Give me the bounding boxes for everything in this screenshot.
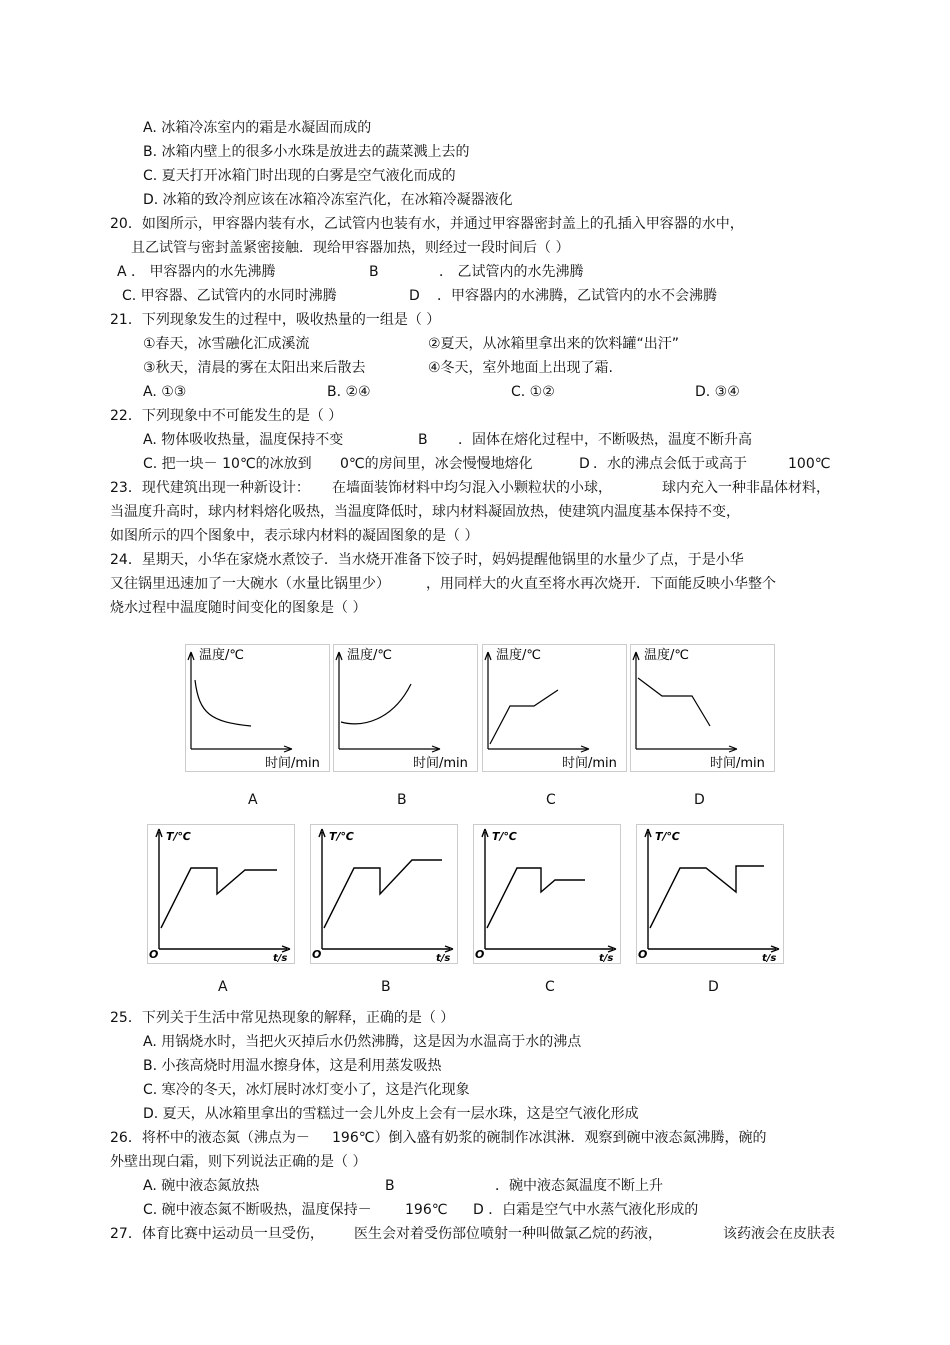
q21-option-a: A. ①③ (143, 384, 187, 400)
q22-option-b: ．固体在熔化过程中，不断吸热，温度不断升高 (458, 432, 752, 448)
graph2-c-ylabel: T/℃ (492, 830, 517, 843)
q27-line1-part3: 该药液会在皮肤表 (723, 1226, 835, 1242)
q21-option-c: C. ①② (511, 384, 555, 400)
q20-stem-line1: 20．如图所示，甲容器内装有水，乙试管内也装有水，并通过甲容器密封盖上的孔插入甲容器的水中， (110, 216, 744, 232)
q23-line2: 当温度升高时，球内材料熔化吸热，当温度降低时，球内材料凝固放热，使建筑内温度基本保持不变， (110, 504, 740, 520)
q19-option-c: C. 夏天打开冰箱门时出现的白雾是空气液化而成的 (143, 168, 456, 184)
q20-option-b: ． 乙试管内的水先沸腾 (439, 264, 584, 280)
q25-option-a: A. 用锅烧水时，当把火灭掉后水仍然沸腾，这是因为水温高于水的沸点 (143, 1034, 582, 1050)
q20-stem-line2: 且乙试管与密封盖紧密接触．现给甲容器加热，则经过一段时间后（ ） (131, 240, 570, 256)
q23-line1-part3: 球内充入一种非晶体材料， (662, 480, 830, 496)
graph1-c-curve (490, 690, 558, 744)
graph1-d-xlabel: 时间/min (710, 756, 765, 771)
graph2-d-xlabel: t/s (762, 953, 777, 964)
graph1-d-curve (638, 678, 710, 726)
q26-option-d: D ．白霜是空气中水蒸气液化形成的 (473, 1202, 699, 1218)
q22-option-c-part1: C. 把一块－ 10℃的冰放到 (143, 456, 312, 472)
q27-line1-part1: 27．体育比赛中运动员一旦受伤， (110, 1226, 324, 1242)
q21-option-b: B. ②④ (327, 384, 371, 400)
graph2-c (473, 824, 621, 964)
graph1-caption-a: A (248, 792, 258, 808)
graph2-a (147, 824, 295, 964)
graph1-c (482, 644, 627, 772)
graph1-a-curve (195, 680, 251, 726)
graph2-d-curve (650, 866, 764, 928)
graph1-b (333, 644, 478, 772)
graph2-a-xlabel: t/s (273, 953, 288, 964)
q20-option-d-letter: D (409, 288, 420, 304)
q24-line3: 烧水过程中温度随时间变化的图象是（ ） (110, 600, 367, 616)
q22-stem: 22．下列现象中不可能发生的是（ ） (110, 408, 343, 424)
q25-option-d: D. 夏天，从冰箱里拿出的雪糕过一会儿外皮上会有一层水珠，这是空气液化形成 (143, 1106, 639, 1122)
q20-option-a: A ． 甲容器内的水先沸腾 (117, 264, 276, 280)
graph1-a-ylabel: 温度/℃ (199, 648, 244, 663)
graph2-a-ylabel: T/℃ (166, 830, 191, 843)
q21-item-2: ②夏天，从冰箱里拿出来的饮料罐“出汗” (428, 336, 680, 352)
graph2-caption-a: A (218, 979, 228, 995)
q22-option-d-letter: D (579, 456, 590, 472)
graph2-a-curve (161, 868, 277, 928)
graph1-caption-b: B (397, 792, 407, 808)
q26-option-c-part2: 196℃ (405, 1202, 448, 1218)
graph1-a (185, 644, 330, 772)
q25-option-b: B. 小孩高烧时用温水擦身体，这是利用蒸发吸热 (143, 1058, 442, 1074)
graph2-caption-d: D (708, 979, 719, 995)
graph1-a-xlabel: 时间/min (265, 756, 320, 771)
q23-line1-part1: 23．现代建筑出现一种新设计： (110, 480, 310, 496)
graph2-caption-c: C (545, 979, 555, 995)
graph1-b-xlabel: 时间/min (413, 756, 468, 771)
q26-option-c-part1: C. 碗中液态氮不断吸热，温度保持－ (143, 1202, 372, 1218)
q20-option-c: C. 甲容器、乙试管内的水同时沸腾 (122, 288, 337, 304)
graph2-b-origin: O (312, 948, 322, 961)
graph2-a-origin: O (149, 948, 159, 961)
q19-option-b: B. 冰箱内壁上的很多小水珠是放进去的蔬菜溅上去的 (143, 144, 470, 160)
q26-option-b-letter: B (385, 1178, 395, 1194)
q25-option-c: C. 寒冷的冬天，冰灯展时冰灯变小了，这是汽化现象 (143, 1082, 470, 1098)
graph1-c-ylabel: 温度/℃ (496, 648, 541, 663)
q27-line1-part2: 医生会对着受伤部位喷射一种叫做氯乙烷的药液， (354, 1226, 662, 1242)
graph2-d-origin: O (638, 948, 648, 961)
graph2-caption-b: B (381, 979, 391, 995)
q24-line2-part2: ，用同样大的火直至将水再次烧开．下面能反映小华整个 (426, 576, 776, 592)
q21-item-1: ①春天，冰雪融化汇成溪流 (143, 336, 310, 352)
graph1-caption-d: D (694, 792, 705, 808)
q19-option-d: D. 冰箱的致冷剂应该在冰箱冷冻室汽化，在冰箱冷凝器液化 (143, 192, 513, 208)
q26-line1-part1: 26．将杯中的液态氮（沸点为－ (110, 1130, 310, 1146)
graph2-c-curve (487, 868, 585, 928)
q22-option-b-letter: B (418, 432, 428, 448)
q23-line3: 如图所示的四个图象中，表示球内材料的凝固图象的是（ ） (110, 528, 479, 544)
q22-option-c-part2: 0℃的房间里，冰会慢慢地熔化 (340, 456, 533, 472)
graph2-c-origin: O (475, 948, 485, 961)
graph1-b-curve (341, 684, 411, 724)
graph2-c-xlabel: t/s (599, 953, 614, 964)
q21-item-4: ④冬天，室外地面上出现了霜. (428, 360, 614, 376)
q26-option-b: ．碗中液态氮温度不断上升 (495, 1178, 663, 1194)
graph1-d (630, 644, 775, 772)
graph2-d-ylabel: T/℃ (655, 830, 680, 843)
q21-item-3: ③秋天，清晨的雾在太阳出来后散去 (143, 360, 366, 376)
graph2-b-xlabel: t/s (436, 953, 451, 964)
q25-stem: 25．下列关于生活中常见热现象的解释，正确的是（ ） (110, 1010, 455, 1026)
q21-stem: 21．下列现象发生的过程中，吸收热量的一组是（ ） (110, 312, 441, 328)
q20-option-d: ．甲容器内的水沸腾，乙试管内的水不会沸腾 (437, 288, 717, 304)
q24-line2-part1: 又往锅里迅速加了一大碗水（水量比锅里少） (110, 576, 390, 592)
q26-line1-part2: 196℃）倒入盛有奶浆的碗制作冰淇淋．观察到碗中液态氮沸腾，碗的 (332, 1130, 767, 1146)
graph2-d (636, 824, 784, 964)
q23-line1-part2: 在墙面装饰材料中均匀混入小颗粒状的小球， (332, 480, 612, 496)
graph2-b-curve (324, 860, 442, 928)
q20-option-b-letter: B (369, 264, 379, 280)
graph2-b-ylabel: T/℃ (329, 830, 354, 843)
graph1-b-ylabel: 温度/℃ (347, 648, 392, 663)
graph1-d-ylabel: 温度/℃ (644, 648, 689, 663)
q26-line2: 外壁出现白霜，则下列说法正确的是（ ） (110, 1154, 367, 1170)
q19-option-a: A. 冰箱冷冻室内的霜是水凝固而成的 (143, 120, 372, 136)
q24-line1: 24．星期天，小华在家烧水煮饺子．当水烧开准备下饺子时，妈妈提醒他锅里的水量少了点，于是小华 (110, 552, 744, 568)
q22-option-d-part2: 100℃ (788, 456, 831, 472)
q26-option-a: A. 碗中液态氮放热 (143, 1178, 260, 1194)
graph2-b (310, 824, 458, 964)
graph1-caption-c: C (546, 792, 556, 808)
q21-option-d: D. ③④ (695, 384, 740, 400)
q22-option-d-part1: ．水的沸点会低于或高于 (593, 456, 747, 472)
q22-option-a: A. 物体吸收热量，温度保持不变 (143, 432, 344, 448)
graph1-c-xlabel: 时间/min (562, 756, 617, 771)
